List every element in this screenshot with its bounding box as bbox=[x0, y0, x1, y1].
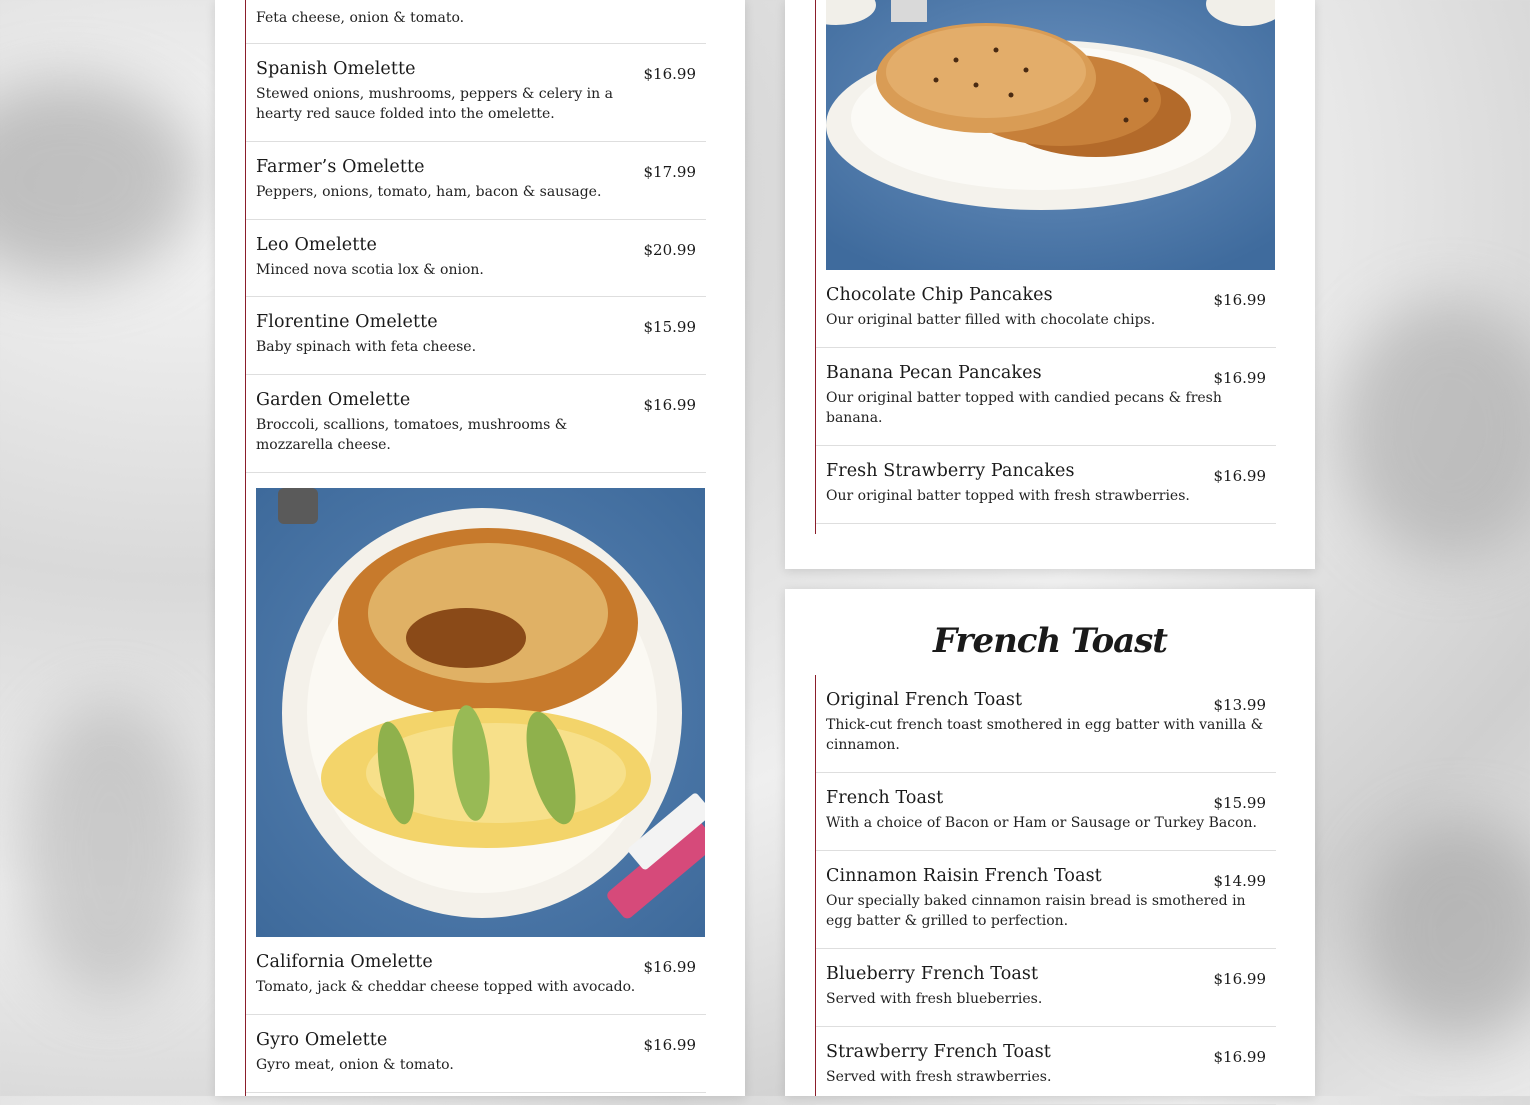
menu-item[interactable] bbox=[246, 297, 706, 375]
background-marble bbox=[0, 80, 200, 280]
item-name: Fresh Strawberry Pancakes bbox=[826, 461, 1075, 481]
item-price: $15.99 bbox=[1213, 794, 1266, 812]
item-price: $13.99 bbox=[1213, 696, 1266, 714]
item-name: Farmer’s Omelette bbox=[256, 157, 425, 177]
menu-item[interactable] bbox=[246, 0, 706, 44]
item-description: Our specially baked cinnamon raisin bread is smothered in egg batter & grilled to perfection. bbox=[826, 893, 1246, 929]
item-name: California Omelette bbox=[256, 952, 433, 972]
menu-item[interactable] bbox=[816, 773, 1276, 851]
menu-item[interactable] bbox=[246, 44, 706, 142]
background-marble bbox=[1360, 820, 1530, 1040]
item-price: $16.99 bbox=[1213, 1048, 1266, 1066]
pancakes-photo bbox=[826, 0, 1275, 270]
section-title: French Toast bbox=[932, 621, 1168, 661]
item-description: Feta cheese, onion & tomato. bbox=[256, 10, 465, 26]
omelette-plate-image bbox=[256, 488, 705, 937]
item-price: $14.99 bbox=[1213, 872, 1266, 890]
item-description: Stewed onions, mushrooms, peppers & celery in a hearty red sauce folded into the omelette. bbox=[256, 86, 613, 122]
item-description: Thick-cut french toast smothered in egg batter with vanilla & cinnamon. bbox=[826, 717, 1264, 753]
item-description: Minced nova scotia lox & onion. bbox=[256, 262, 484, 278]
item-description: Served with fresh blueberries. bbox=[826, 991, 1043, 1007]
item-price: $17.99 bbox=[643, 163, 696, 181]
menu-item[interactable] bbox=[816, 851, 1276, 949]
item-name: Florentine Omelette bbox=[256, 312, 438, 332]
item-price: $16.99 bbox=[1213, 970, 1266, 988]
item-price: $16.99 bbox=[643, 958, 696, 976]
pancakes-menu-panel bbox=[785, 0, 1315, 569]
background-marble bbox=[20, 700, 200, 1000]
item-description: Our original batter topped with candied pecans & fresh banana. bbox=[826, 390, 1222, 426]
item-name: Leo Omelette bbox=[256, 235, 377, 255]
item-description: Gyro meat, onion & tomato. bbox=[256, 1057, 454, 1073]
menu-item[interactable] bbox=[816, 348, 1276, 446]
menu-items-list bbox=[815, 675, 1276, 1096]
item-description: Tomato, jack & cheddar cheese topped with avocado. bbox=[256, 979, 636, 995]
item-price: $16.99 bbox=[1213, 369, 1266, 387]
menu-item[interactable] bbox=[816, 675, 1276, 773]
item-name: Blueberry French Toast bbox=[826, 964, 1039, 984]
background-marble bbox=[1340, 300, 1530, 560]
menu-item[interactable] bbox=[816, 270, 1276, 348]
item-description: Broccoli, scallions, tomatoes, mushrooms & mozzarella cheese. bbox=[256, 417, 568, 453]
omelette-photo bbox=[256, 488, 705, 937]
item-price: $16.99 bbox=[643, 65, 696, 83]
menu-item[interactable] bbox=[246, 937, 706, 1015]
item-description: Peppers, onions, tomato, ham, bacon & sausage. bbox=[256, 184, 602, 200]
item-description: Our original batter filled with chocolate chips. bbox=[826, 312, 1156, 328]
menu-item[interactable] bbox=[816, 446, 1276, 524]
item-price: $20.99 bbox=[643, 241, 696, 259]
pancakes-plate-image bbox=[826, 0, 1275, 270]
item-name: Chocolate Chip Pancakes bbox=[826, 285, 1053, 305]
item-description: With a choice of Bacon or Ham or Sausage or Turkey Bacon. bbox=[826, 815, 1258, 831]
item-name: Garden Omelette bbox=[256, 390, 411, 410]
menu-items-list bbox=[245, 0, 706, 1096]
item-name: Strawberry French Toast bbox=[826, 1042, 1051, 1062]
menu-item[interactable] bbox=[246, 142, 706, 220]
item-name: Cinnamon Raisin French Toast bbox=[826, 866, 1102, 886]
item-description: Our original batter topped with fresh strawberries. bbox=[826, 488, 1190, 504]
item-price: $16.99 bbox=[1213, 467, 1266, 485]
item-price: $15.99 bbox=[643, 318, 696, 336]
item-price: $16.99 bbox=[643, 1036, 696, 1054]
menu-item[interactable] bbox=[816, 1027, 1276, 1105]
item-name: Original French Toast bbox=[826, 690, 1023, 710]
item-description: Served with fresh strawberries. bbox=[826, 1069, 1052, 1085]
omelette-menu-panel bbox=[215, 0, 745, 1096]
menu-items-list bbox=[815, 0, 1276, 534]
item-description: Baby spinach with feta cheese. bbox=[256, 339, 477, 355]
item-price: $16.99 bbox=[1213, 291, 1266, 309]
item-name: Banana Pecan Pancakes bbox=[826, 363, 1042, 383]
menu-item[interactable] bbox=[246, 220, 706, 297]
menu-item[interactable] bbox=[246, 375, 706, 473]
menu-item[interactable] bbox=[816, 949, 1276, 1027]
item-name: Spanish Omelette bbox=[256, 59, 416, 79]
item-price: $16.99 bbox=[643, 396, 696, 414]
menu-item[interactable] bbox=[246, 1015, 706, 1093]
item-name: Gyro Omelette bbox=[256, 1030, 388, 1050]
item-name: French Toast bbox=[826, 788, 944, 808]
french-toast-menu-panel bbox=[785, 589, 1315, 1096]
